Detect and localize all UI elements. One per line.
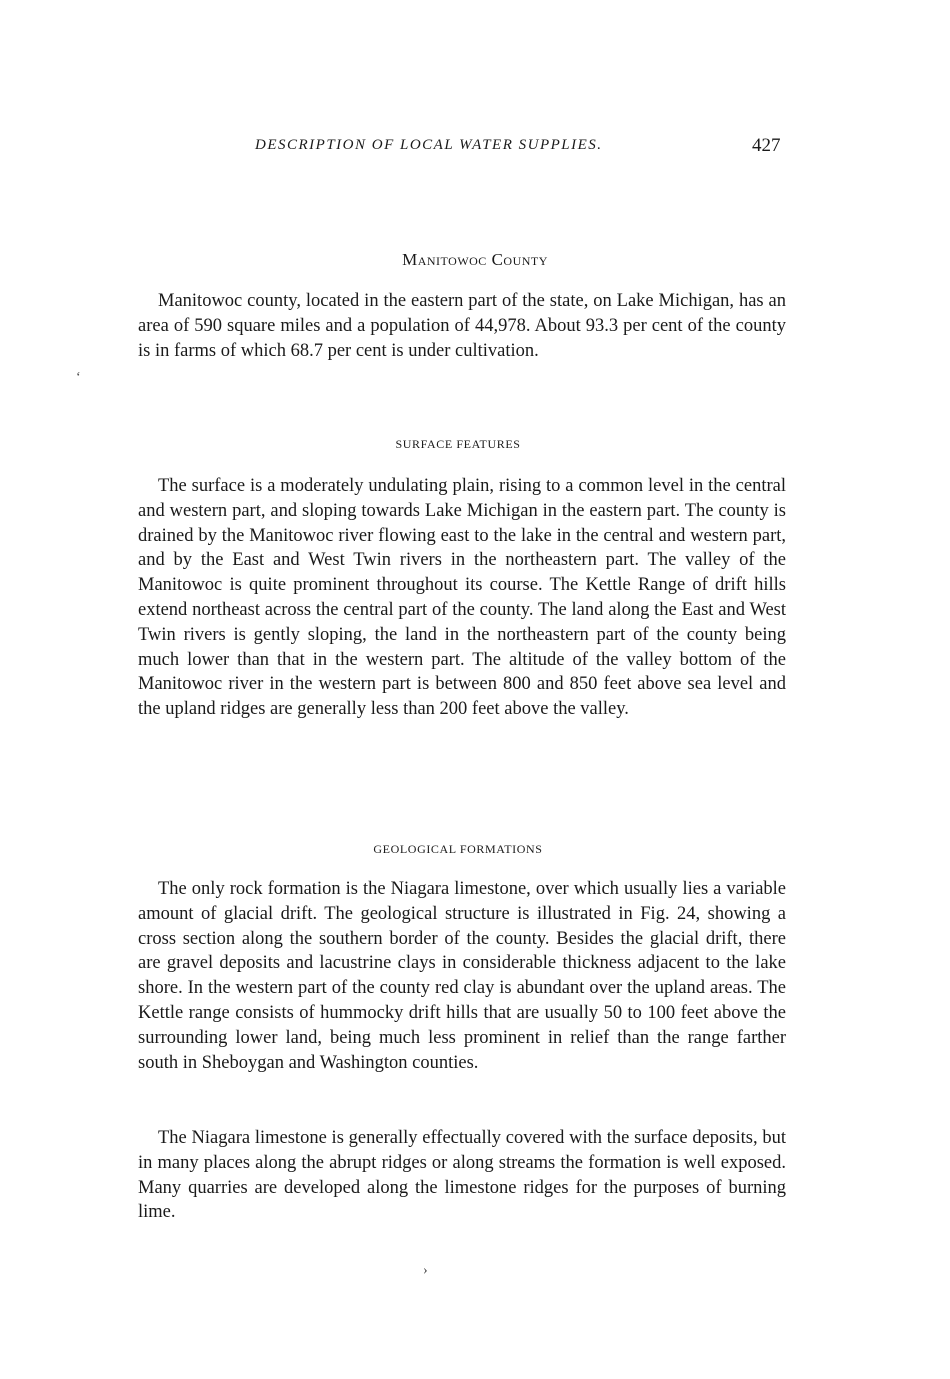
geological-formations-paragraph-2: The Niagara limestone is generally effectually covered with the surface deposits, but in many places along the abrupt ridges or along streams the formation is well exposed. Many quarries are developed along the limestone ridges for the purposes of burning lime. [138, 1128, 786, 1223]
surface-features-paragraph: The surface is a moderately undulating plain, rising to a common level in the central and western part, and sloping towards Lake Michigan in the eastern part. The county is drained by the Manitowoc river flowing east to the lake in the central and western part, and by the East and West Twin rivers in the northeastern part. The valley of the Manitowoc is quite prominent throughout its course. The Kettle Range of drift hills extend northeast across the central part of the county. The land along the East and West Twin rivers is gently sloping, the land in the northeastern part of the county being much lower than that in the western part. The altitude of the valley bottom of the Manitowoc river in the western part is between 800 and 850 feet above sea level and the upland ridges are generally less than 200 feet above the valley. [138, 476, 786, 720]
scan-speck: › [423, 1263, 428, 1278]
county-heading: Manitowoc County [402, 250, 548, 269]
surface-features-heading: SURFACE FEATURES [395, 437, 521, 451]
geological-formations-heading: GEOLOGICAL FORMATIONS [373, 842, 543, 856]
geological-formations-paragraph-1: The only rock formation is the Niagara limestone, over which usually lies a variable amount of glacial drift. The geological structure is illustrated in Fig. 24, showing a cross section along the southern border of the county. Besides the glacial drift, there are gravel deposits and lacustrine clays in considerable thickness adjacent to the lake shore. In the western part of the county red clay is abundant over the upland areas. The Kettle range consists of hummocky drift hills that are usually 50 to 100 feet above the surrounding lower land, being much less prominent in relief than the range farther south in Sheboygan and Washington counties. [138, 879, 786, 1073]
running-head: DESCRIPTION OF LOCAL WATER SUPPLIES. [255, 137, 603, 153]
county-intro-paragraph: Manitowoc county, located in the eastern part of the state, on Lake Michigan, has an area of 590 square miles and a population of 44,978. About 93.3 per cent of the county is in farms of which 68.7 per cent is under cultivation. [138, 291, 786, 361]
scan-speck: ‘ [76, 370, 81, 385]
page-number: 427 [752, 135, 781, 156]
